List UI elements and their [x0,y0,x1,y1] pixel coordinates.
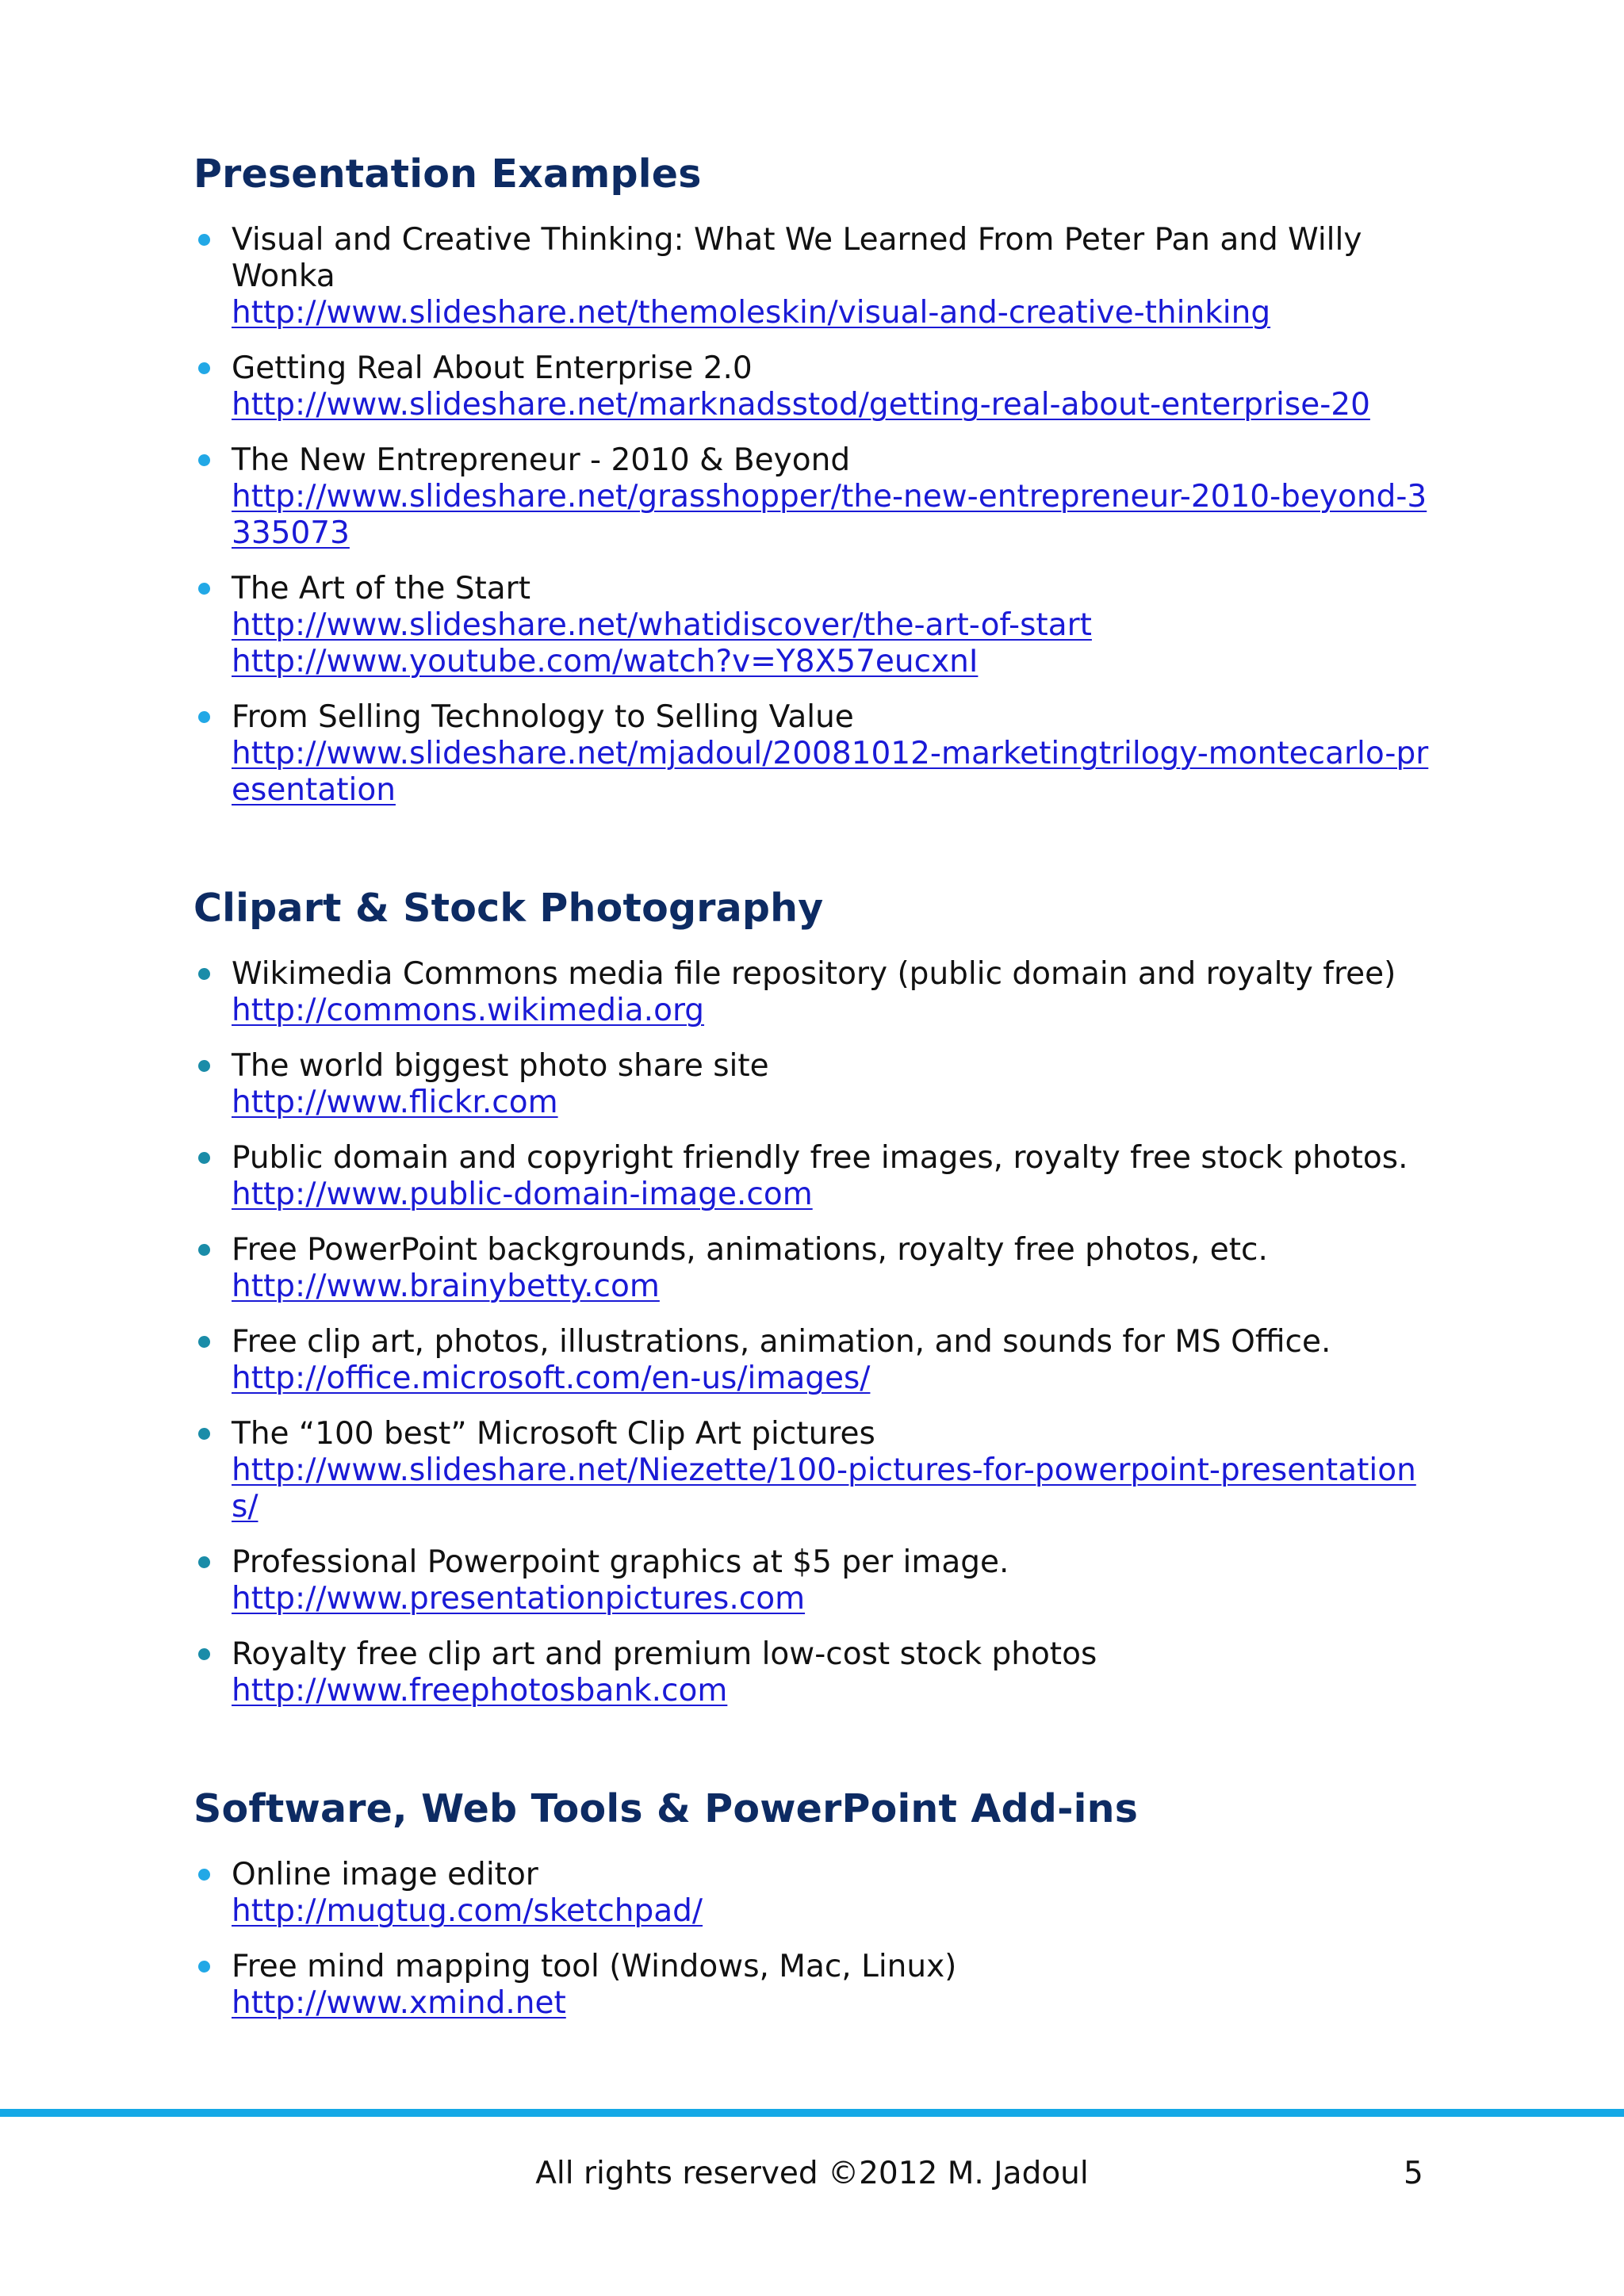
bullet-dot-icon [198,1244,210,1256]
list-item [193,1048,1431,1121]
list-item [193,1416,1431,1525]
list-item [193,442,1431,552]
bullet-dot-icon [198,1336,210,1348]
list-item [193,1140,1431,1213]
bullet-dot-icon [198,1556,210,1568]
list-item [193,1232,1431,1305]
item-title: Free PowerPoint backgrounds, animations, royalty free photos, etc. [232,1232,1268,1268]
item-link[interactable]: http://www.presentationpictures.com [232,1581,806,1617]
bullet-dot-icon [198,454,210,466]
item-title: From Selling Technology to Selling Value [232,699,854,735]
item-title: Free mind mapping tool (Windows, Mac, Linux) [232,1949,957,1984]
section-title: Presentation Examples [193,151,702,197]
list-item [193,956,1431,1029]
footer-copyright: All rights reserved ©2012 M. Jadoul [535,2156,1089,2191]
section-title: Clipart & Stock Photography [193,886,824,931]
bullet-dot-icon [198,1428,210,1440]
section [193,1785,1431,2022]
item-title: Getting Real About Enterprise 2.0 [232,350,753,386]
bullet-list [193,956,1431,1709]
item-title: The “100 best” Microsoft Clip Art pictures [232,1416,875,1452]
bullet-dot-icon [198,1060,210,1072]
bullet-dot-icon [198,1869,210,1881]
page-number: 5 [1404,2156,1423,2191]
item-title: Professional Powerpoint graphics at $5 per image. [232,1544,1009,1580]
item-title: Royalty free clip art and premium low-cost stock photos [232,1636,1097,1672]
bullet-dot-icon [198,968,210,980]
item-title: Visual and Creative Thinking: What We Learned From Peter Pan and Willy Wonka [232,222,1362,294]
item-link[interactable]: http://www.slideshare.net/themoleskin/visual-and-creative-thinking [232,295,1271,331]
list-item [193,1636,1431,1709]
item-title: Wikimedia Commons media file repository (public domain and royalty free) [232,956,1396,992]
item-title: Online image editor [232,1857,538,1892]
bullet-dot-icon [198,1648,210,1660]
list-item [193,350,1431,423]
item-title: Free clip art, photos, illustrations, animation, and sounds for MS Office. [232,1324,1331,1360]
page-content [193,151,1431,2022]
section-title: Software, Web Tools & PowerPoint Add-ins [193,1786,1139,1831]
item-link[interactable]: http://www.youtube.com/watch?v=Y8X57eucxnI [232,644,979,679]
list-item [193,1544,1431,1617]
section [193,885,1431,1709]
list-item [193,1949,1431,2022]
item-link[interactable]: http://www.slideshare.net/Niezette/100-pictures-for-powerpoint-presentations/ [232,1452,1416,1525]
list-item [193,571,1431,680]
bullet-dot-icon [198,234,210,246]
section [193,151,1431,809]
list-item [193,1324,1431,1397]
item-link[interactable]: http://www.xmind.net [232,1985,566,2021]
item-link[interactable]: http://www.public-domain-image.com [232,1177,813,1212]
item-link[interactable]: http://www.brainybetty.com [232,1269,660,1304]
item-title: The world biggest photo share site [232,1048,769,1084]
list-item [193,1857,1431,1930]
bullet-list [193,1857,1431,2022]
item-title: The New Entrepreneur - 2010 & Beyond [232,442,851,478]
item-link[interactable]: http://www.slideshare.net/whatidiscover/the-art-of-start [232,607,1092,643]
list-item [193,222,1431,331]
item-link[interactable]: http://www.slideshare.net/grasshopper/the-new-entrepreneur-2010-beyond-3335073 [232,479,1427,551]
bullet-list [193,222,1431,809]
bullet-dot-icon [198,583,210,595]
item-link[interactable]: http://www.slideshare.net/mjadoul/20081012-marketingtrilogy-montecarlo-presentation [232,736,1429,808]
item-title: Public domain and copyright friendly free images, royalty free stock photos. [232,1140,1408,1176]
item-link[interactable]: http://mugtug.com/sketchpad/ [232,1893,703,1929]
list-item [193,699,1431,809]
item-title: The Art of the Start [232,571,530,607]
bullet-dot-icon [198,1961,210,1973]
bullet-dot-icon [198,362,210,374]
footer-rule [0,2109,1624,2117]
bullet-dot-icon [198,711,210,723]
item-link[interactable]: http://www.flickr.com [232,1085,558,1120]
item-link[interactable]: http://www.freephotosbank.com [232,1673,728,1709]
item-link[interactable]: http://www.slideshare.net/marknadsstod/getting-real-about-enterprise-20 [232,387,1370,423]
item-link[interactable]: http://commons.wikimedia.org [232,993,705,1028]
bullet-dot-icon [198,1152,210,1164]
item-link[interactable]: http://office.microsoft.com/en-us/images/ [232,1360,871,1396]
